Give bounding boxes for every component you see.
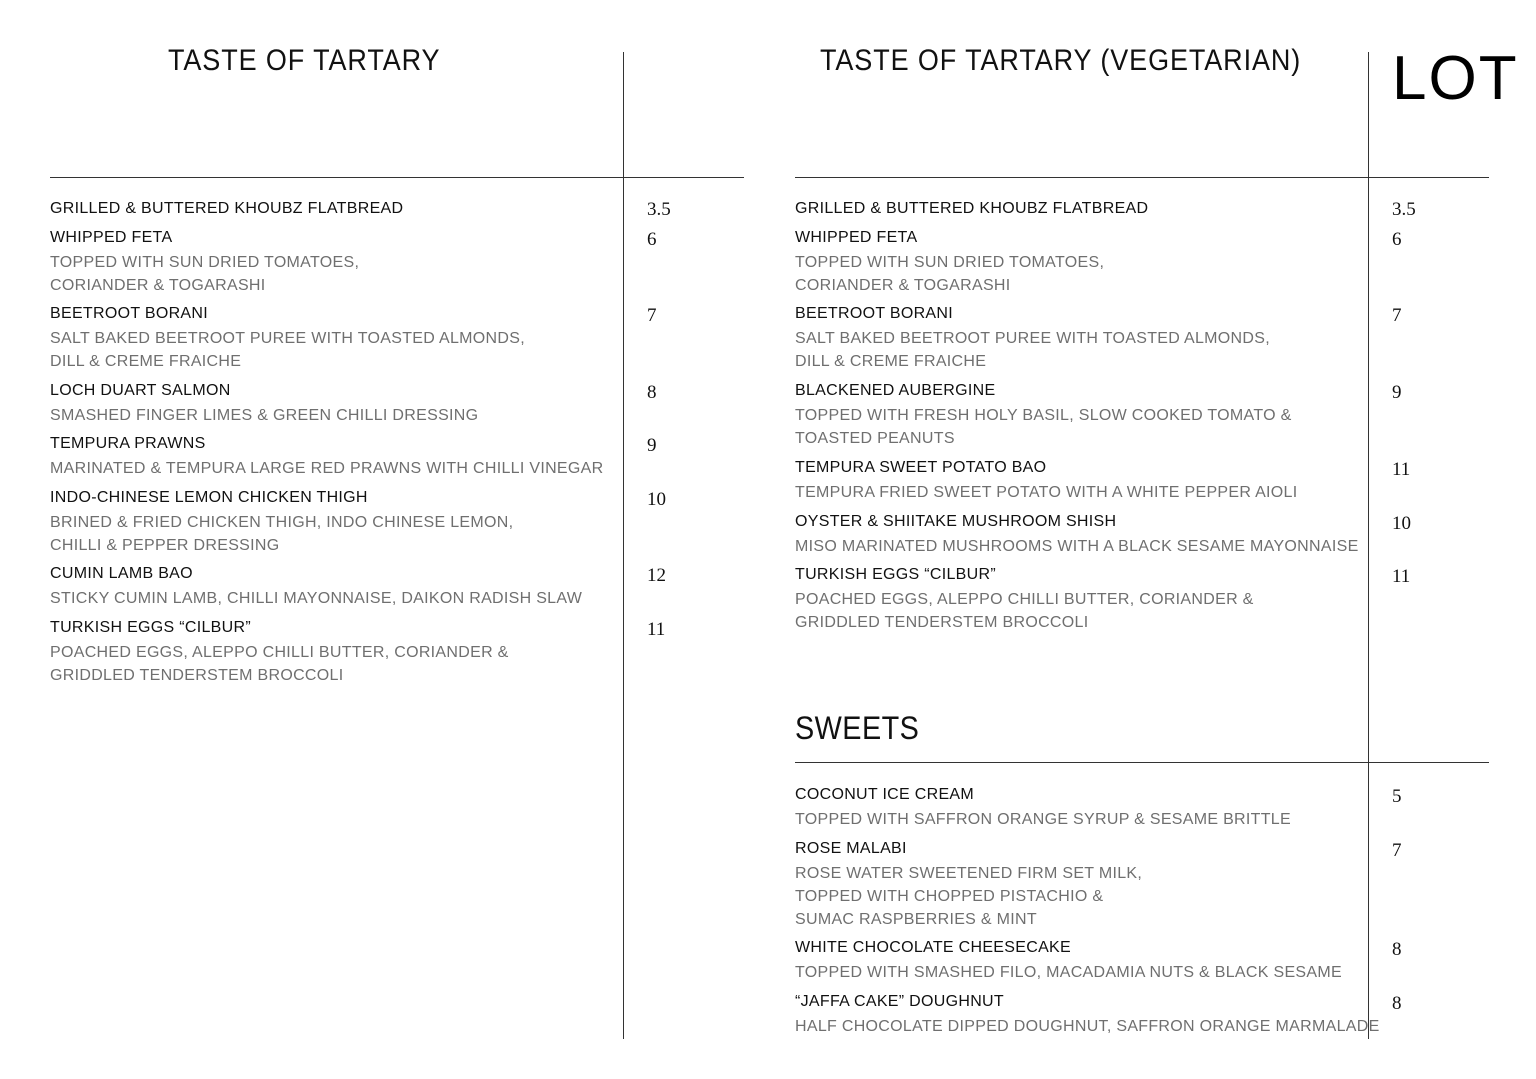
item-name: TEMPURA PRAWNS [50,435,206,452]
description-line: TOASTED PEANUTS [795,430,955,447]
description-line: GRIDDLED TENDERSTEM BROCCOLI [50,667,344,684]
menu-item [50,488,513,557]
item-name: COCONUT ICE CREAM [795,786,975,803]
logo: LOT [1392,44,1519,113]
item-description [795,808,1291,831]
item-price: 8 [647,382,657,403]
description-line: TOPPED WITH FRESH HOLY BASIL, SLOW COOKED TOMATO & [795,407,1292,424]
item-name: TURKISH EGGS “CILBUR” [50,619,251,636]
item-description [795,404,1292,450]
menu-item [795,199,1148,219]
item-name: BLACKENED AUBERGINE [795,382,996,399]
description-line: CORIANDER & TOGARASHI [795,277,1011,294]
description-line: MISO MARINATED MUSHROOMS WITH A BLACK SESAME MAYONNAISE [795,538,1359,555]
left-menu-title: TASTE OF TARTARY [168,44,441,77]
item-price: 6 [647,229,657,250]
item-description [50,641,509,687]
menu-item [795,839,1142,931]
item-price: 11 [1392,459,1411,480]
description-line: DILL & CREME FRAICHE [795,353,987,370]
sweets-title: SWEETS [795,710,920,746]
item-description [795,588,1254,634]
item-description [50,457,603,480]
item-price: 3.5 [1392,199,1416,220]
item-price: 8 [1392,939,1402,960]
item-description [795,862,1142,931]
item-description [50,511,513,557]
description-line: CORIANDER & TOGARASHI [50,277,266,294]
description-line: STICKY CUMIN LAMB, CHILLI MAYONNAISE, DAIKON RADISH SLAW [50,590,583,607]
menu-item [50,564,582,610]
item-description [795,481,1298,504]
description-line: POACHED EGGS, ALEPPO CHILLI BUTTER, CORIANDER & [50,644,509,661]
item-price: 7 [1392,840,1402,861]
item-price: 6 [1392,229,1402,250]
item-name: BEETROOT BORANI [795,305,954,322]
item-name: WHITE CHOCOLATE CHEESECAKE [795,939,1071,956]
menu-item [50,434,603,480]
item-description [50,587,582,610]
description-line: TOPPED WITH CHOPPED PISTACHIO & [795,888,1104,905]
menu-item [50,381,478,427]
item-name: CUMIN LAMB BAO [50,565,193,582]
menu-item [795,381,1292,450]
item-name: “JAFFA CAKE” DOUGHNUT [795,993,1004,1010]
description-line: CHILLI & PEPPER DRESSING [50,537,280,554]
item-name: TEMPURA SWEET POTATO BAO [795,459,1047,476]
menu-item [795,228,1104,297]
description-line: GRIDDLED TENDERSTEM BROCCOLI [795,614,1089,631]
item-description [50,327,525,373]
menu-item [50,199,403,219]
description-line: TOPPED WITH SUN DRIED TOMATOES, [795,254,1105,271]
item-name: OYSTER & SHIITAKE MUSHROOM SHISH [795,513,1117,530]
item-name: INDO-CHINESE LEMON CHICKEN THIGH [50,489,368,506]
description-line: HALF CHOCOLATE DIPPED DOUGHNUT, SAFFRON ORANGE MARMALADE [795,1018,1380,1035]
menu-item [50,618,509,687]
right-header-rule [795,177,1489,178]
item-description [795,535,1359,558]
right-column-divider [1368,52,1369,1039]
item-price: 11 [647,619,666,640]
menu-item [795,785,1291,831]
item-description [50,404,478,427]
left-header-rule [50,177,744,178]
item-name: LOCH DUART SALMON [50,382,231,399]
item-name: BEETROOT BORANI [50,305,209,322]
description-line: SALT BAKED BEETROOT PUREE WITH TOASTED ALMONDS, [795,330,1270,347]
description-line: TOPPED WITH SUN DRIED TOMATOES, [50,254,360,271]
item-price: 3.5 [647,199,671,220]
item-price: 9 [647,435,657,456]
description-line: TOPPED WITH SAFFRON ORANGE SYRUP & SESAME BRITTLE [795,811,1291,828]
menu-item [795,992,1380,1038]
item-description [795,251,1104,297]
left-column-divider [623,52,624,1039]
item-description [795,961,1342,984]
description-line: SUMAC RASPBERRIES & MINT [795,911,1037,928]
description-line: SALT BAKED BEETROOT PUREE WITH TOASTED ALMONDS, [50,330,525,347]
item-name: TURKISH EGGS “CILBUR” [795,566,996,583]
menu-item [795,512,1359,558]
menu-item [50,304,525,373]
description-line: TOPPED WITH SMASHED FILO, MACADAMIA NUTS & BLACK SESAME [795,964,1342,981]
menu-item [795,458,1298,504]
item-price: 7 [1392,305,1402,326]
item-price: 10 [1392,513,1411,534]
item-price: 12 [647,565,666,586]
item-price: 9 [1392,382,1402,403]
item-name: WHIPPED FETA [795,229,918,246]
description-line: ROSE WATER SWEETENED FIRM SET MILK, [795,865,1143,882]
description-line: BRINED & FRIED CHICKEN THIGH, INDO CHINESE LEMON, [50,514,514,531]
description-line: SMASHED FINGER LIMES & GREEN CHILLI DRESSING [50,407,479,424]
item-description [50,251,359,297]
item-name: ROSE MALABI [795,840,907,857]
item-price: 10 [647,489,666,510]
item-description [795,327,1270,373]
menu-item [795,304,1270,373]
sweets-header-rule [795,762,1489,763]
item-price: 11 [1392,566,1411,587]
item-name: GRILLED & BUTTERED KHOUBZ FLATBREAD [50,200,404,217]
item-price: 5 [1392,786,1402,807]
description-line: TEMPURA FRIED SWEET POTATO WITH A WHITE PEPPER AIOLI [795,484,1298,501]
item-price: 7 [647,305,657,326]
menu-item [795,938,1342,984]
description-line: POACHED EGGS, ALEPPO CHILLI BUTTER, CORIANDER & [795,591,1254,608]
menu-item [795,565,1254,634]
description-line: DILL & CREME FRAICHE [50,353,242,370]
item-name: GRILLED & BUTTERED KHOUBZ FLATBREAD [795,200,1149,217]
item-name: WHIPPED FETA [50,229,173,246]
right-menu-title: TASTE OF TARTARY (VEGETARIAN) [820,44,1302,77]
item-description [795,1015,1380,1038]
item-price: 8 [1392,993,1402,1014]
menu-item [50,228,359,297]
description-line: MARINATED & TEMPURA LARGE RED PRAWNS WITH CHILLI VINEGAR [50,460,604,477]
